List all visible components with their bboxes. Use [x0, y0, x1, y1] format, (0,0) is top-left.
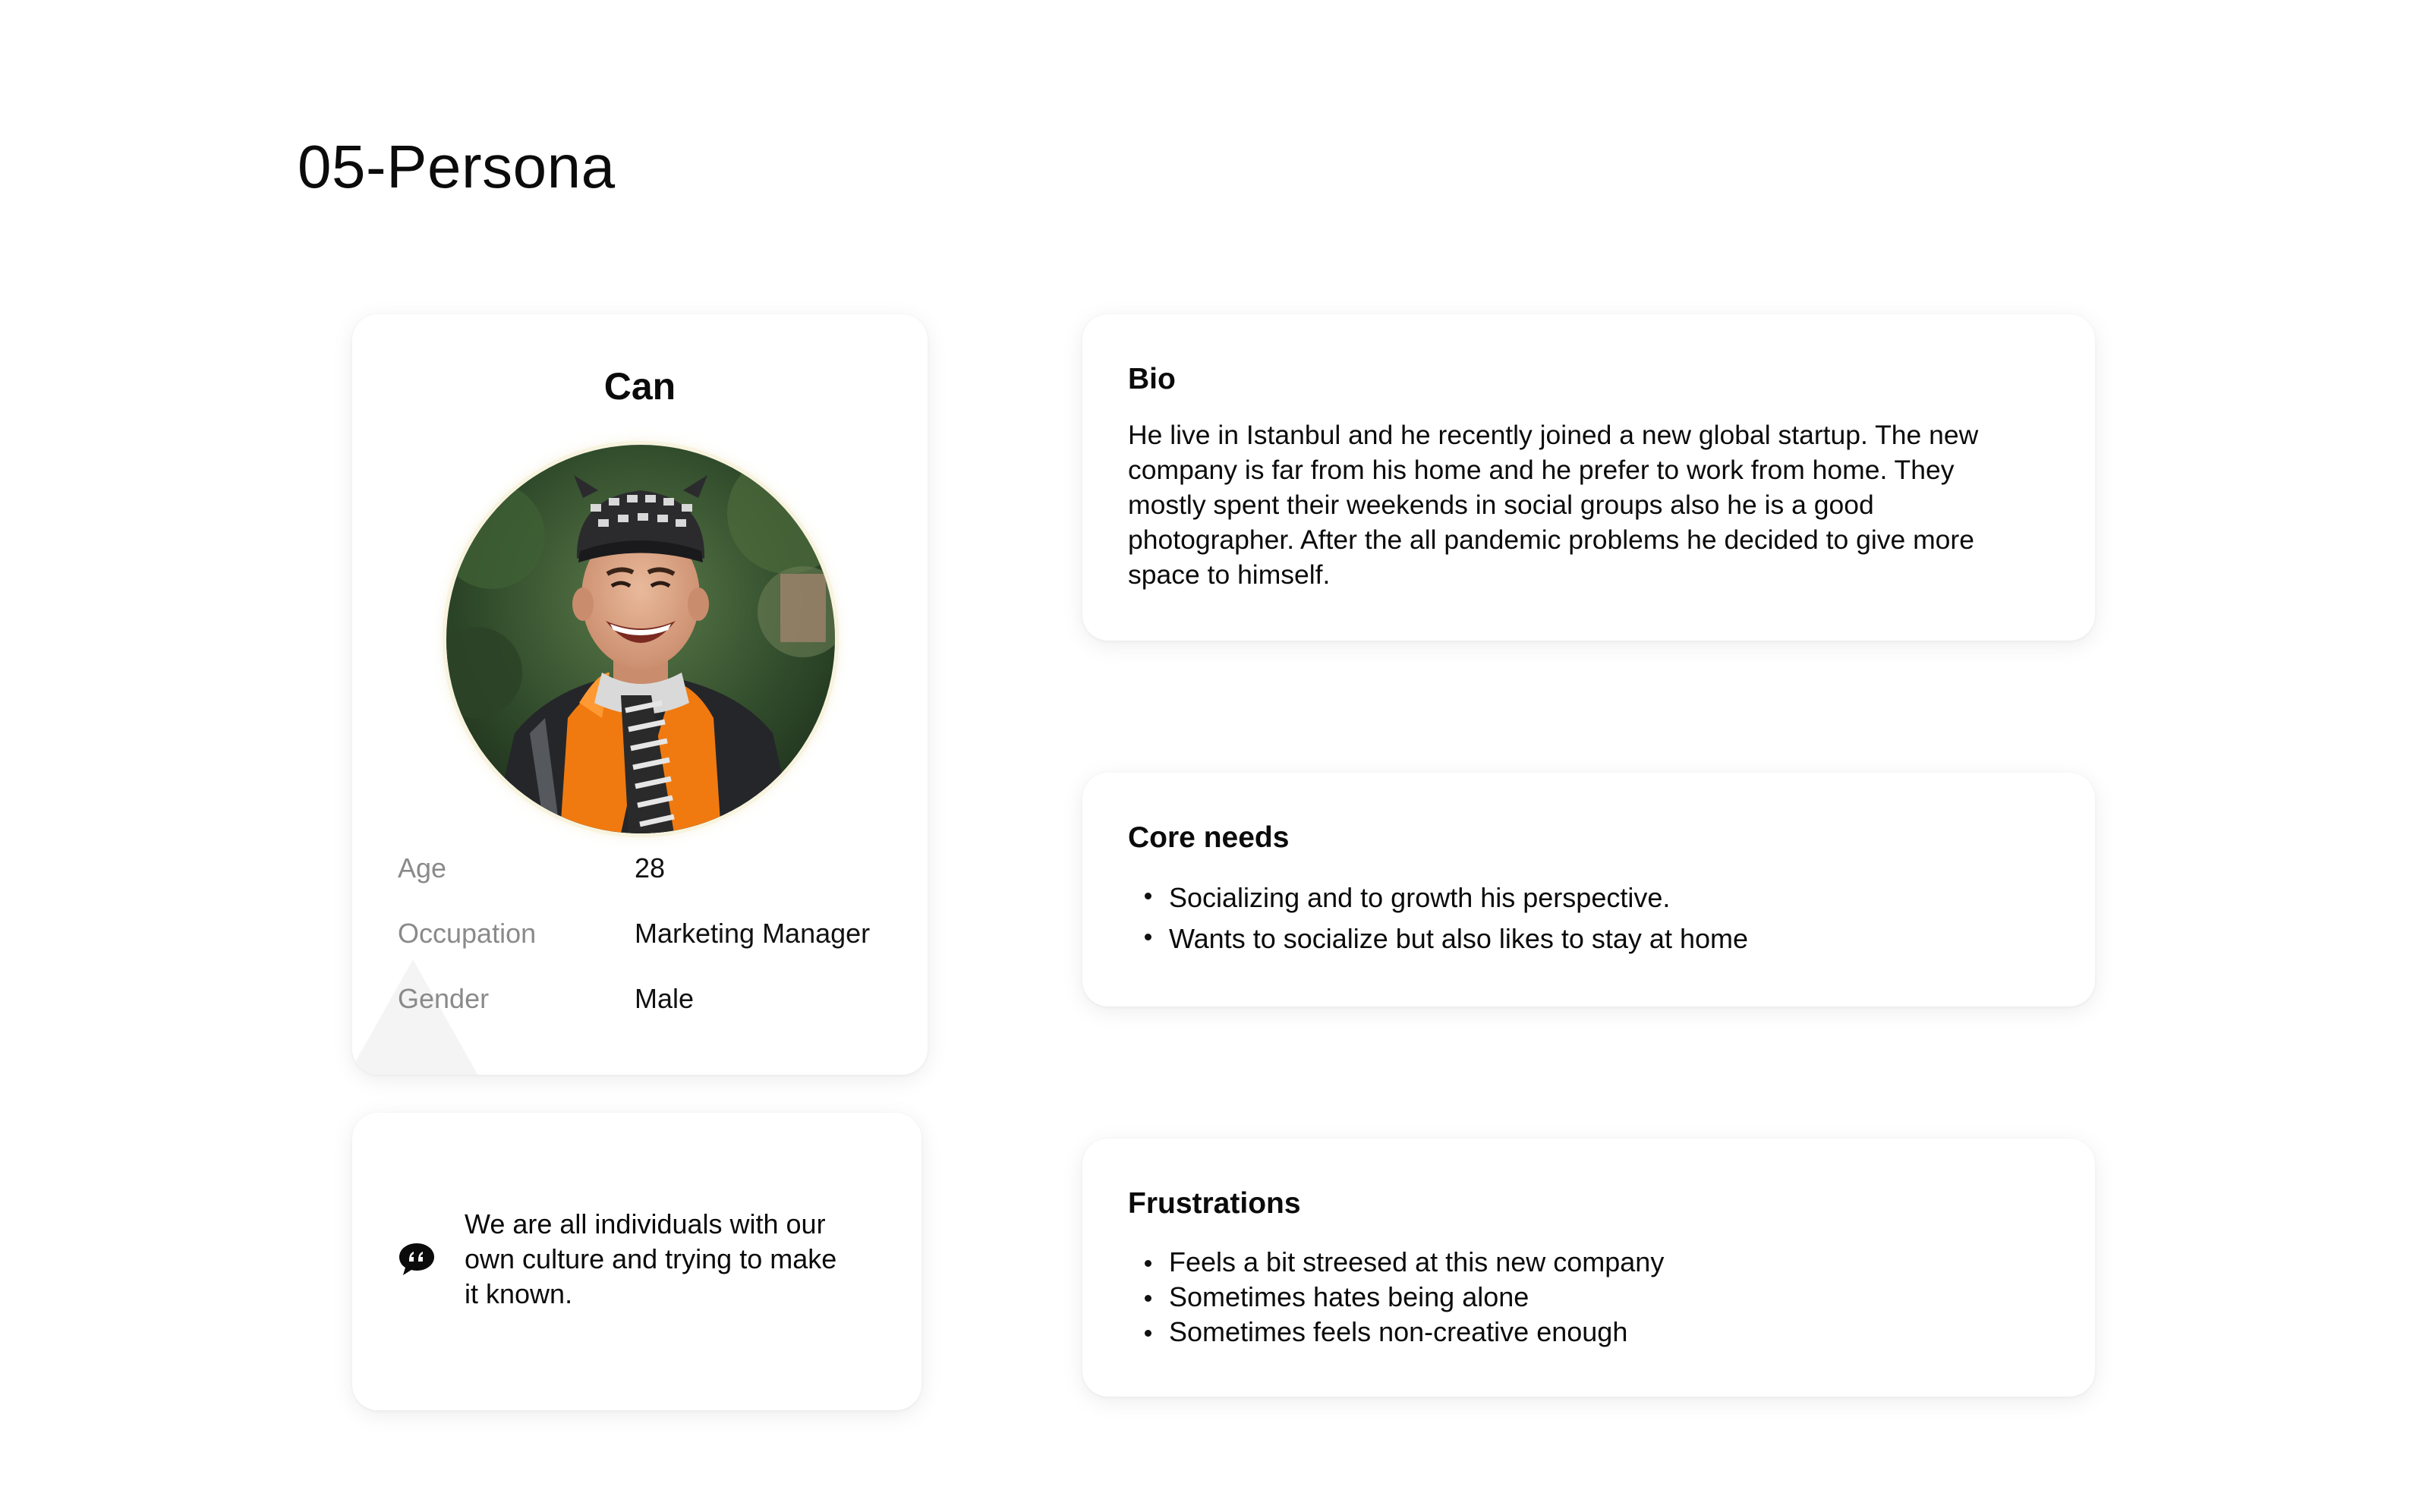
gender-value: Male — [635, 983, 695, 1014]
page-title: 05-Persona — [298, 133, 616, 200]
persona-quote — [465, 1207, 890, 1312]
profile-card — [352, 314, 928, 1075]
quote-line: own culture and trying to make — [465, 1243, 837, 1274]
speech-bubble-quote-icon — [398, 1242, 436, 1277]
gender-label: Gender — [398, 983, 490, 1014]
info-row-age — [398, 846, 897, 891]
bio-line: photographer. After the all pandemic problems he decided to give more — [1128, 524, 1974, 555]
list-item: Feels a bit streesed at this new company — [1128, 1245, 1664, 1280]
bio-card — [1082, 314, 2095, 641]
list-item: Sometimes feels non-creative enough — [1128, 1315, 1664, 1350]
quote-card — [352, 1113, 921, 1410]
core-needs-card — [1082, 773, 2095, 1006]
bio-line: mostly spent their weekends in social groups also he is a good — [1128, 490, 1874, 520]
bio-line: He live in Istanbul and he recently joined a new global startup. The new — [1128, 420, 1979, 450]
bio-line: company is far from his home and he prefer to work from home. They — [1128, 455, 1955, 485]
avatar — [446, 445, 835, 833]
occupation-value: Marketing Manager — [635, 918, 871, 949]
persona-name: Can — [603, 365, 676, 408]
core-needs-list — [1128, 877, 1748, 959]
frustrations-list — [1128, 1245, 1664, 1350]
list-item: Socializing and to growth his perspective. — [1128, 877, 1748, 918]
age-label: Age — [398, 852, 447, 884]
list-item: Sometimes hates being alone — [1128, 1280, 1664, 1315]
frustrations-card — [1082, 1139, 2095, 1397]
quote-line: We are all individuals with our — [465, 1208, 826, 1240]
frustrations-heading: Frustrations — [1128, 1187, 1301, 1220]
bio-line: space to himself. — [1128, 559, 1331, 590]
info-row-gender — [398, 976, 897, 1022]
bio-text — [1128, 417, 2062, 592]
bio-heading: Bio — [1128, 363, 1176, 395]
occupation-label: Occupation — [398, 918, 537, 949]
quote-line: it known. — [465, 1278, 573, 1309]
age-value: 28 — [635, 852, 666, 884]
info-row-occupation — [398, 911, 897, 956]
list-item: Wants to socialize but also likes to stay at home — [1128, 918, 1748, 959]
core-needs-heading: Core needs — [1128, 821, 1290, 854]
